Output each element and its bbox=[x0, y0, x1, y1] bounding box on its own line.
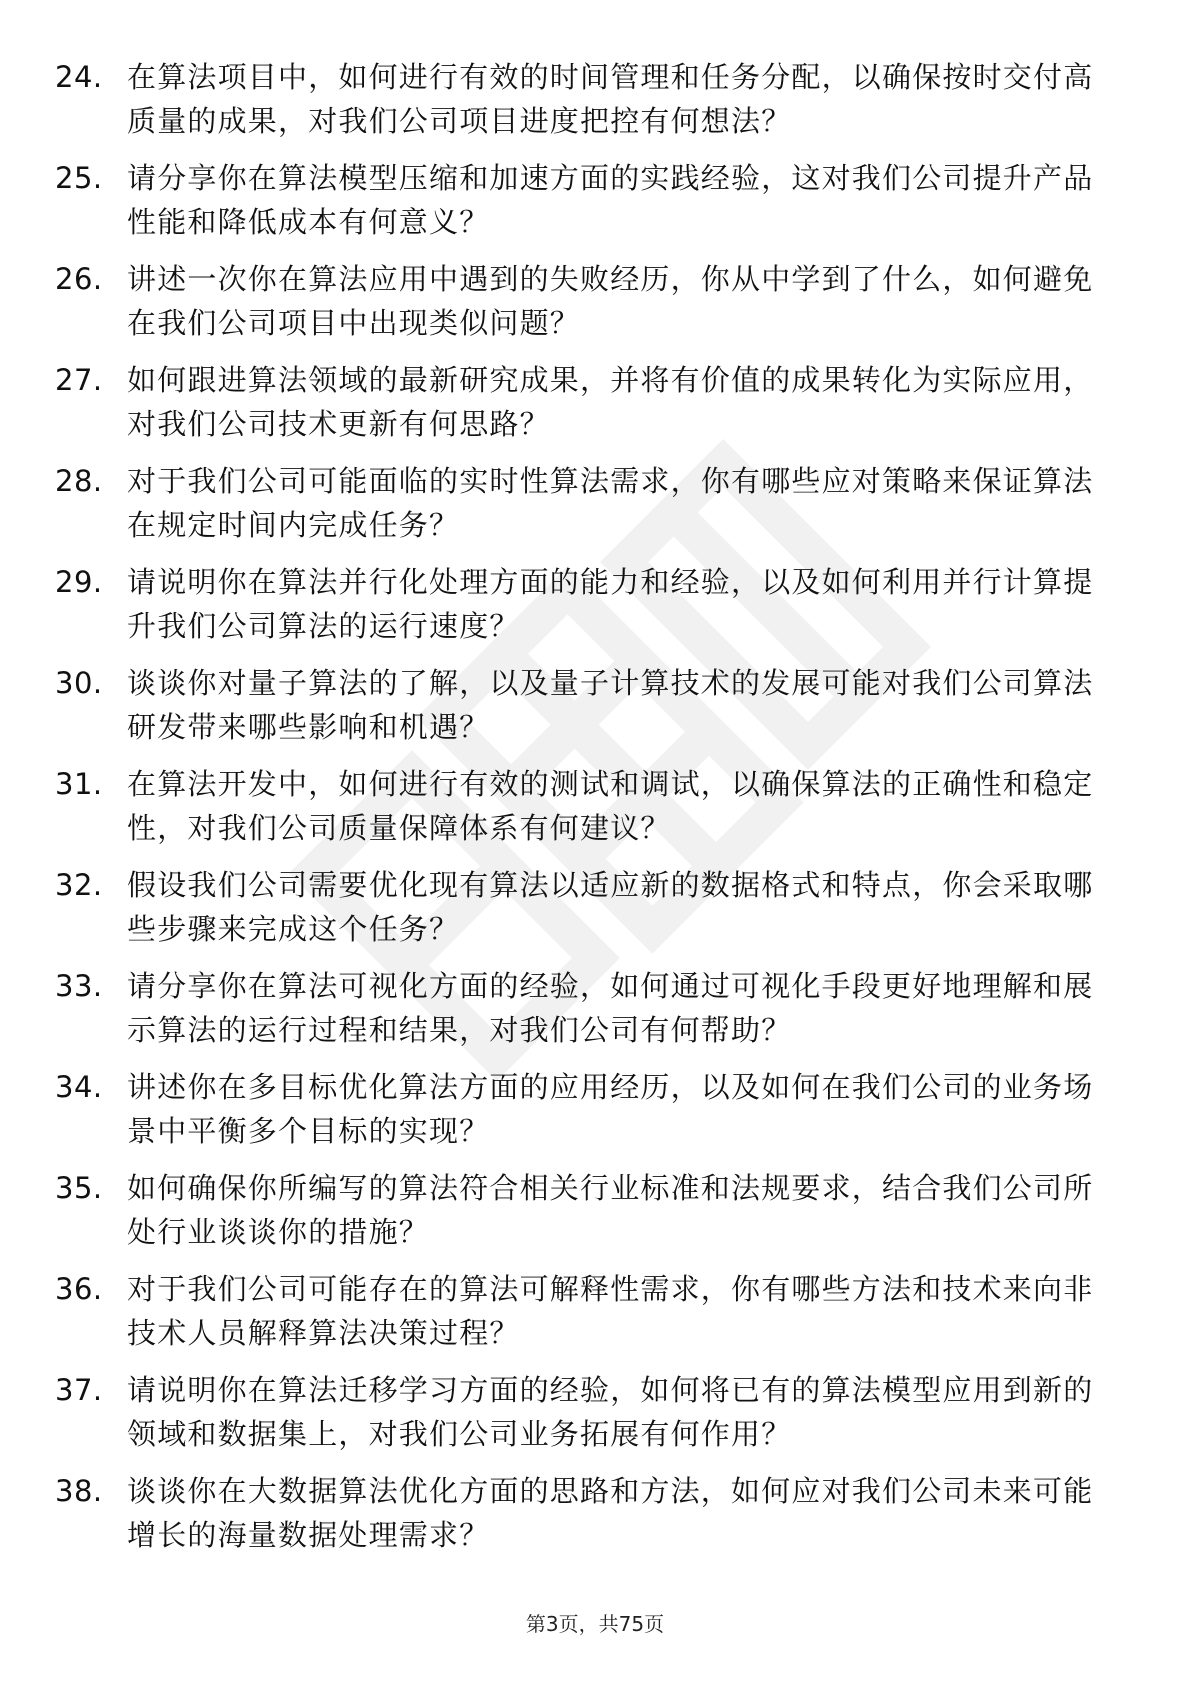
question-text: 请说明你在算法迁移学习方面的经验，如何将已有的算法模型应用到新的领域和数据集上，对我们公司业务拓展有何作用？ bbox=[127, 1373, 1094, 1451]
list-item bbox=[55, 1166, 1115, 1258]
list-item bbox=[55, 459, 1115, 551]
list-item bbox=[55, 1469, 1115, 1561]
question-number: 34. bbox=[55, 1070, 103, 1104]
question-number: 29. bbox=[55, 565, 103, 599]
question-text: 讲述你在多目标优化算法方面的应用经历，以及如何在我们公司的业务场景中平衡多个目标的实现？ bbox=[127, 1070, 1094, 1148]
list-item bbox=[55, 560, 1115, 652]
question-number: 28. bbox=[55, 464, 103, 498]
list-item bbox=[55, 661, 1115, 753]
question-text: 如何跟进算法领域的最新研究成果，并将有价值的成果转化为实际应用，对我们公司技术更新有何思路？ bbox=[127, 363, 1094, 441]
list-item bbox=[55, 156, 1115, 248]
question-number: 38. bbox=[55, 1474, 103, 1508]
question-text: 在算法开发中，如何进行有效的测试和调试，以确保算法的正确性和稳定性，对我们公司质量保障体系有何建议？ bbox=[127, 767, 1094, 845]
question-list bbox=[55, 55, 1115, 1570]
question-text: 讲述一次你在算法应用中遇到的失败经历，你从中学到了什么，如何避免在我们公司项目中出现类似问题？ bbox=[127, 262, 1094, 340]
question-number: 32. bbox=[55, 868, 103, 902]
question-text: 谈谈你对量子算法的了解，以及量子计算技术的发展可能对我们公司算法研发带来哪些影响和机遇？ bbox=[127, 666, 1094, 744]
question-text: 请说明你在算法并行化处理方面的能力和经验，以及如何利用并行计算提升我们公司算法的运行速度？ bbox=[127, 565, 1094, 643]
question-number: 24. bbox=[55, 60, 103, 94]
list-item bbox=[55, 1267, 1115, 1359]
question-text: 对于我们公司可能存在的算法可解释性需求，你有哪些方法和技术来向非技术人员解释算法决策过程？ bbox=[127, 1272, 1094, 1350]
question-number: 35. bbox=[55, 1171, 103, 1205]
list-item bbox=[55, 964, 1115, 1056]
question-text: 请分享你在算法模型压缩和加速方面的实践经验，这对我们公司提升产品性能和降低成本有何意义？ bbox=[127, 161, 1094, 239]
question-number: 27. bbox=[55, 363, 103, 397]
page-number-footer: 第3页，共75页 bbox=[525, 1612, 665, 1636]
question-text: 对于我们公司可能面临的实时性算法需求，你有哪些应对策略来保证算法在规定时间内完成任务？ bbox=[127, 464, 1094, 542]
question-text: 如何确保你所编写的算法符合相关行业标准和法规要求，结合我们公司所处行业谈谈你的措施？ bbox=[127, 1171, 1094, 1249]
question-number: 36. bbox=[55, 1272, 103, 1306]
list-item bbox=[55, 358, 1115, 450]
question-text: 在算法项目中，如何进行有效的时间管理和任务分配，以确保按时交付高质量的成果，对我们公司项目进度把控有何想法？ bbox=[127, 60, 1094, 138]
list-item bbox=[55, 863, 1115, 955]
question-number: 33. bbox=[55, 969, 103, 1003]
question-number: 30. bbox=[55, 666, 103, 700]
question-text: 请分享你在算法可视化方面的经验，如何通过可视化手段更好地理解和展示算法的运行过程和结果，对我们公司有何帮助？ bbox=[127, 969, 1094, 1047]
list-item bbox=[55, 762, 1115, 854]
list-item bbox=[55, 1368, 1115, 1460]
question-text: 谈谈你在大数据算法优化方面的思路和方法，如何应对我们公司未来可能增长的海量数据处理需求？ bbox=[127, 1474, 1094, 1552]
question-number: 37. bbox=[55, 1373, 103, 1407]
list-item bbox=[55, 55, 1115, 147]
question-number: 26. bbox=[55, 262, 103, 296]
question-number: 25. bbox=[55, 161, 103, 195]
list-item bbox=[55, 257, 1115, 349]
list-item bbox=[55, 1065, 1115, 1157]
question-text: 假设我们公司需要优化现有算法以适应新的数据格式和特点，你会采取哪些步骤来完成这个任务？ bbox=[127, 868, 1094, 946]
question-number: 31. bbox=[55, 767, 103, 801]
